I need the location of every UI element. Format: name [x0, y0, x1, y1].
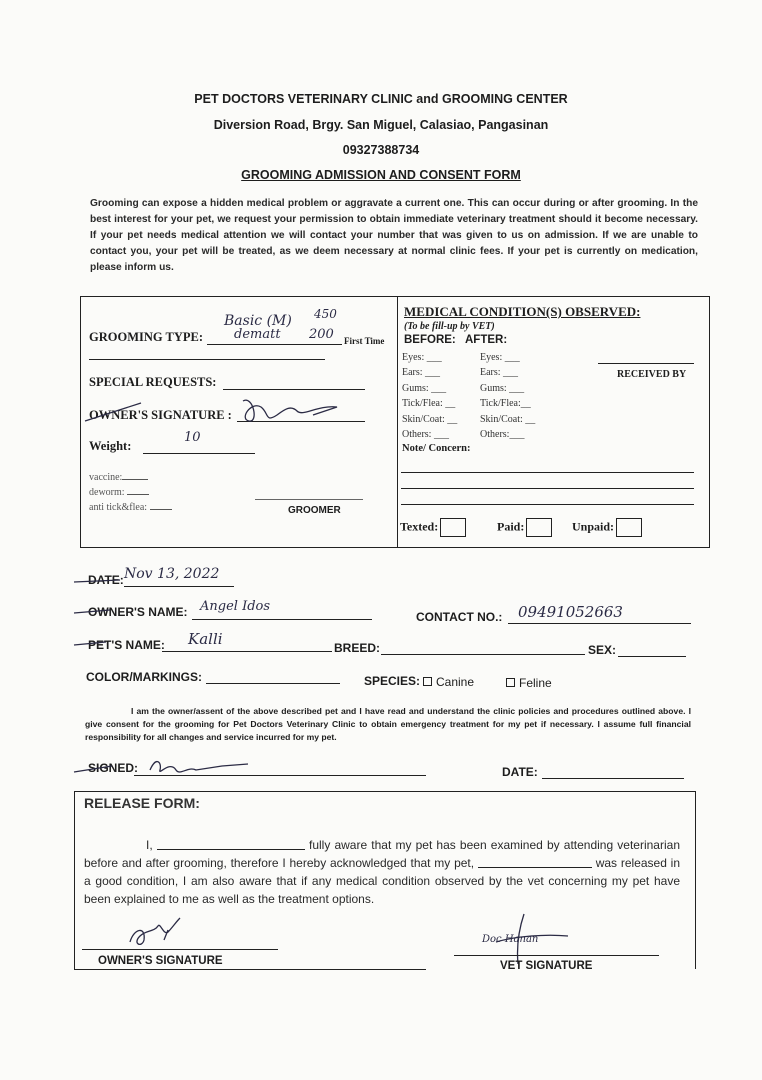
cond-before-gums: Gums: ___ — [402, 382, 447, 394]
release-title: RELEASE FORM: — [84, 795, 200, 811]
note-label: Note/ Concern: — [402, 443, 471, 454]
signed-date-line[interactable] — [542, 778, 684, 779]
species-feline[interactable] — [506, 676, 552, 690]
before-conditions — [402, 350, 457, 442]
note-line-2[interactable] — [401, 488, 694, 489]
grooming-type-label: GROOMING TYPE: — [89, 330, 204, 344]
cond-after-gums: Gums: ___ — [480, 382, 525, 394]
sex-line[interactable] — [618, 656, 686, 657]
canine-checkbox[interactable] — [423, 677, 432, 686]
medical-title: MEDICAL CONDITION(S) OBSERVED: — [404, 304, 641, 319]
note-line-3[interactable] — [401, 504, 694, 505]
paid-field: Paid: — [497, 518, 552, 537]
after-conditions — [480, 350, 535, 442]
box-divider — [397, 297, 398, 547]
texted-checkbox[interactable] — [440, 518, 466, 537]
antitick-row: anti tick&flea: — [89, 502, 172, 513]
cond-before-eyes: Eyes: ___ — [402, 352, 442, 363]
date-label: DATE: — [88, 573, 124, 587]
breed-line[interactable] — [381, 654, 585, 655]
before-label: BEFORE: — [404, 334, 456, 346]
date-strike — [72, 578, 122, 584]
feline-checkbox[interactable] — [506, 678, 515, 687]
cond-before-others: Others: ___ — [402, 429, 449, 441]
paid-checkbox[interactable] — [526, 518, 552, 537]
date-line[interactable] — [124, 586, 234, 587]
pet-name-value: Kalli — [188, 630, 223, 648]
texted-field: Texted: — [400, 518, 466, 537]
cond-after-tick: Tick/Flea:__ — [480, 398, 531, 410]
signed-label: SIGNED: — [88, 761, 139, 775]
received-by-label: RECEIVED BY — [617, 369, 687, 380]
grooming-price-1: 450 — [314, 307, 337, 321]
form-title: GROOMING ADMISSION AND CONSENT FORM — [241, 168, 521, 182]
pet-name-line[interactable] — [162, 651, 332, 652]
release-bottom-line — [74, 969, 426, 970]
cond-before-ears: Ears: ___ — [402, 367, 441, 379]
grooming-price-2: 200 — [309, 327, 334, 342]
owner-name-value: Angel Idos — [200, 599, 271, 614]
signed-date-label: DATE: — [502, 765, 538, 779]
contact-line[interactable] — [508, 623, 691, 624]
clinic-phone: 09327388734 — [342, 143, 420, 157]
species-label: SPECIES: — [364, 674, 421, 688]
color-label: COLOR/MARKINGS: — [86, 670, 202, 684]
release-owner-line[interactable] — [82, 949, 278, 950]
owner-name-label: OWNER'S NAME: — [88, 605, 188, 619]
pet-name-label: PET'S NAME: — [88, 638, 165, 652]
after-label: AFTER: — [465, 334, 508, 346]
weight-value: 10 — [184, 430, 201, 445]
first-time-label: First Time — [344, 336, 385, 346]
deworm-row: deworm: — [89, 487, 149, 498]
unpaid-checkbox[interactable] — [616, 518, 642, 537]
release-owner-scribble — [124, 912, 188, 952]
release-i: I, — [146, 838, 153, 852]
cond-after-others: Others:___ — [480, 429, 525, 441]
canine-label: Canine — [436, 675, 475, 689]
weight-label: Weight: — [89, 439, 132, 453]
vet-signature-label: VET SIGNATURE — [500, 960, 593, 972]
species-canine[interactable] — [423, 675, 474, 689]
note-line-1[interactable] — [401, 472, 694, 473]
received-by-line[interactable] — [598, 363, 694, 364]
release-pet-blank[interactable] — [478, 867, 592, 868]
special-requests-line[interactable] — [223, 389, 365, 390]
cond-before-tick: Tick/Flea: __ — [402, 398, 456, 410]
grooming-type-value-2: dematt — [234, 327, 281, 342]
breed-label: BREED: — [334, 641, 381, 655]
intro-paragraph: Grooming can expose a hidden medical problem or aggravate a current one. This can occur during or after grooming. In the best interest for your pet, we request your permission to obtain immediate veterinary treatment should it become necessary. If your pet needs medical attention we will contact your number that was given to us on admission. If we are unable to contact you, your pet will be treated, as we deem necessary at normal clinic fees. If your pet is currently on medication, please inform us. — [90, 198, 698, 273]
date-value: Nov 13, 2022 — [124, 566, 220, 582]
grooming-type-value-1: Basic (M) — [224, 313, 292, 329]
cond-after-ears: Ears: ___ — [480, 367, 519, 379]
clinic-address: Diversion Road, Brgy. San Miguel, Calasiao, Pangasinan — [213, 118, 549, 132]
contact-value: 09491052663 — [518, 603, 623, 621]
weight-line[interactable] — [143, 453, 255, 454]
medical-subtitle: (To be fill-up by VET) — [404, 321, 495, 332]
release-name-blank[interactable] — [157, 849, 305, 850]
feline-label: Feline — [519, 676, 552, 690]
release-owner-label: OWNER'S SIGNATURE — [98, 955, 223, 967]
vet-name-handwritten: Doc Hanan — [482, 934, 539, 945]
admission-box — [80, 296, 710, 548]
owner-signature-label: OWNER'S SIGNATURE : — [89, 408, 232, 422]
sex-label: SEX: — [588, 643, 617, 657]
release-paragraph — [84, 836, 680, 908]
release-text-2: was released in a good condition, I am also aware that if any medical condition observed by the vet concerning my pet have been explained to me as well as the treatment options. — [84, 856, 680, 906]
pet-name-strike — [72, 640, 108, 646]
consent-paragraph: I am the owner/assent of the above described pet and I have read and understand the clinic policies and procedures outlined above. I give consent for the grooming for Pet Doctors Veterinary Clinic to obtain emergency treatment for my pet if necessary. I assume full financial responsibility for all changes and service incurred for my pet. — [85, 706, 691, 742]
cond-after-eyes: Eyes: ___ — [480, 352, 520, 363]
cond-before-skin: Skin/Coat: __ — [402, 413, 458, 425]
owner-signature-scribble — [81, 393, 371, 429]
clinic-name: PET DOCTORS VETERINARY CLINIC and GROOMING CENTER — [194, 92, 568, 106]
owner-name-line[interactable] — [192, 619, 372, 620]
unpaid-field: Unpaid: — [572, 518, 642, 537]
vet-signature-line[interactable] — [454, 955, 659, 956]
vaccine-row: vaccine: — [89, 472, 148, 483]
groomer-label: GROOMER — [288, 505, 341, 516]
grooming-type-line-2[interactable] — [89, 359, 325, 360]
signed-scribble — [72, 752, 272, 780]
owner-name-strike — [72, 608, 112, 614]
color-line[interactable] — [206, 683, 340, 684]
grooming-type-line[interactable] — [207, 344, 342, 345]
contact-label: CONTACT NO.: — [416, 610, 503, 624]
cond-after-skin: Skin/Coat: __ — [480, 413, 536, 425]
release-text-1: fully aware that my pet has been examined by attending veterinarian before and after grooming, therefore I hereby acknowledged that my pet, — [84, 838, 680, 870]
groomer-line[interactable] — [255, 499, 363, 500]
special-requests-label: SPECIAL REQUESTS: — [89, 375, 217, 389]
